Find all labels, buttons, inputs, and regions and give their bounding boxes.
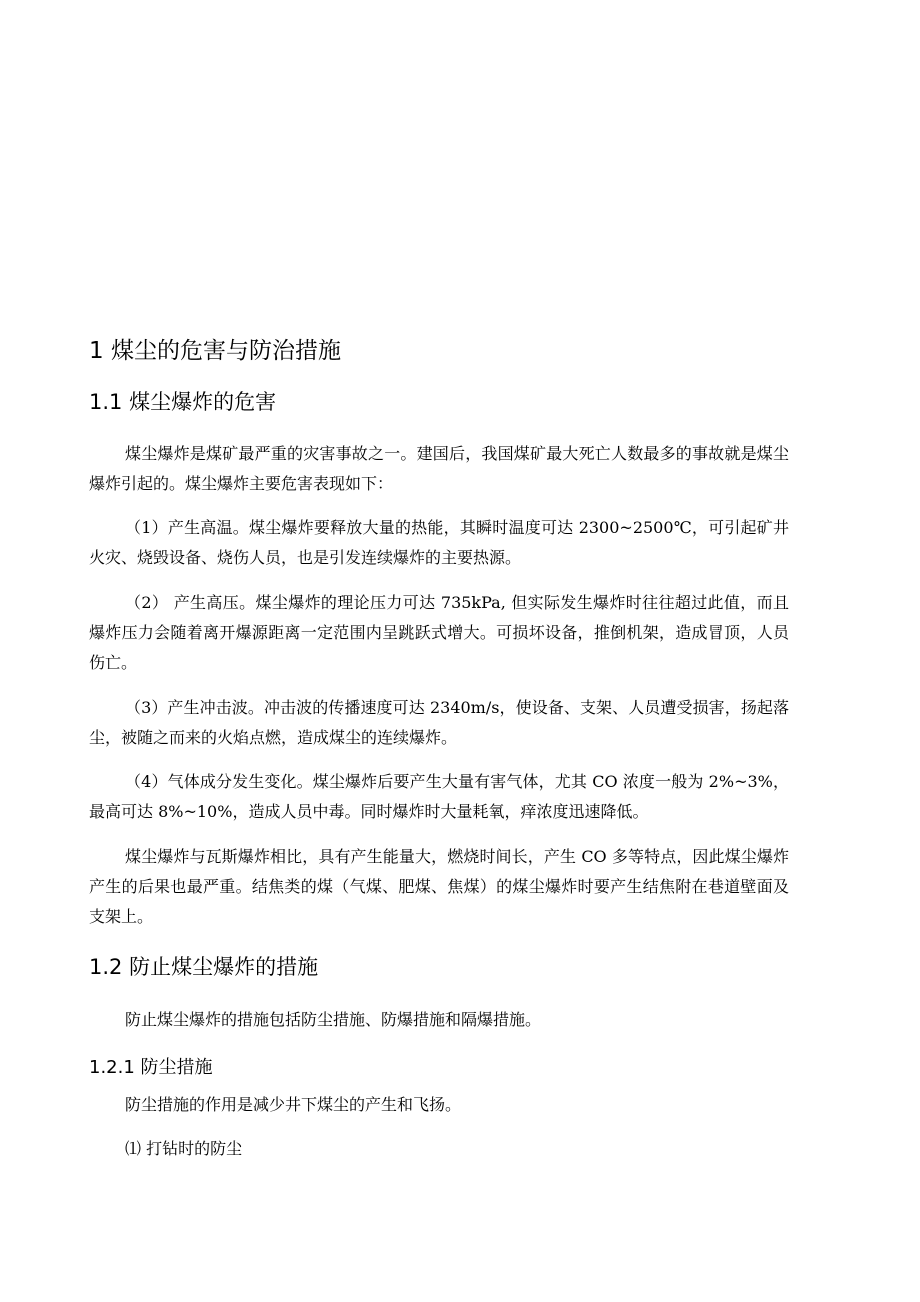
section-heading-1-1: 1.1 煤尘爆炸的危害: [89, 390, 277, 414]
paragraph-section-1-2-intro: 防止煤尘爆炸的措施包括防尘措施、防爆措施和隔爆措施。: [125, 1010, 542, 1029]
paragraph-section-1-2-1-intro: 防尘措施的作用是减少井下煤尘的产生和飞扬。: [125, 1095, 462, 1114]
chapter-heading: 1 煤尘的危害与防治措施: [89, 338, 341, 364]
paragraph-comparison: 煤尘爆炸与瓦斯爆炸相比，具有产生能量大，燃烧时间长，产生 CO 多等特点，因此煤尘爆炸产生的后果也最严重。结焦类的煤（气煤、肥煤、焦煤）的煤尘爆炸时要产生结焦附在巷道壁面及支架上。: [89, 847, 789, 926]
subsection-heading-1-2-1: 1.2.1 防尘措施: [89, 1057, 213, 1078]
list-item-drilling-dust: ⑴ 打钻时的防尘: [125, 1139, 243, 1158]
paragraph-high-temperature: （1）产生高温。煤尘爆炸要释放大量的热能，其瞬时温度可达 2300~2500℃，可引起矿井火灾、烧毁设备、烧伤人员，也是引发连续爆炸的主要热源。: [89, 518, 789, 567]
paragraph-shock-wave: （3）产生冲击波。冲击波的传播速度可达 2340m/s，使设备、支架、人员遭受损害，扬起落尘，被随之而来的火焰点燃，造成煤尘的连续爆炸。: [89, 698, 789, 747]
paragraph-gas-composition: （4）气体成分发生变化。煤尘爆炸后要产生大量有害气体，尤其 CO 浓度一般为 2%~3%，最高可达 8%~10%，造成人员中毒。同时爆炸时大量耗氧，痒浓度迅速降低。: [89, 772, 789, 821]
paragraph-high-pressure: （2） 产生高压。煤尘爆炸的理论压力可达 735kPa, 但实际发生爆炸时往往超过此值，而且爆炸压力会随着离开爆源距离一定范围内呈跳跃式增大。可损坏设备，推倒机架，造成冒顶，人员伤亡。: [89, 593, 789, 672]
paragraph-intro: 煤尘爆炸是煤矿最严重的灾害事故之一。建国后，我国煤矿最大死亡人数最多的事故就是煤尘爆炸引起的。煤尘爆炸主要危害表现如下：: [89, 444, 789, 493]
section-heading-1-2: 1.2 防止煤尘爆炸的措施: [89, 955, 319, 979]
